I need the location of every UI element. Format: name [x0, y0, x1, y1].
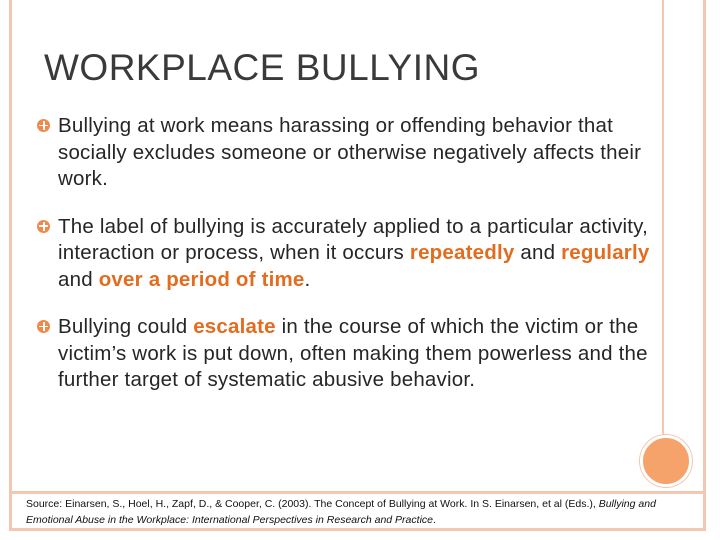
plus-circle-icon [37, 320, 50, 333]
slide-title: WORKPLACE BULLYING [44, 47, 480, 88]
bullet-text: Bullying could [58, 315, 194, 338]
source-citation [26, 496, 696, 528]
source-divider [11, 491, 704, 494]
bullet-text: and [514, 241, 562, 264]
bullet-item-2 [37, 214, 677, 294]
bullet-text: and [58, 267, 99, 291]
bullet-text: The label of bullying is accurately applied to a particular activity, interaction or process, when it occurs [58, 214, 648, 264]
highlight-text: repeatedly [409, 241, 515, 264]
plus-circle-icon [37, 220, 50, 233]
highlight-text: over a period of time [98, 267, 305, 291]
plus-circle-icon [37, 119, 50, 132]
bullet-item-3 [37, 314, 677, 394]
highlight-text: regularly [561, 241, 650, 264]
bullet-text: . [304, 267, 311, 291]
bullet-text: Bullying at work means harassing or offending behavior that socially excludes someone or otherwise negatively affects their work. [58, 114, 642, 190]
source-suffix: . [433, 514, 436, 526]
bullet-list [37, 113, 677, 415]
decorative-circle [640, 435, 692, 487]
source-prefix: Source: Einarsen, S., Hoel, H., Zapf, D., & Cooper, C. (2003). The Concept of Bullying at Work. In S. Einarsen, et al (Eds.), [26, 498, 599, 510]
bullet-item-1 [37, 113, 677, 193]
highlight-text: escalate [193, 315, 276, 338]
bullet-text: in the course of which the victim or the victim’s work is put down, often making them powerless and the further target of systematic abusive behavior. [58, 315, 648, 391]
source-book-title: Bullying and Emotional Abuse in the Workplace: International Perspectives in Research and Practice [26, 498, 656, 526]
